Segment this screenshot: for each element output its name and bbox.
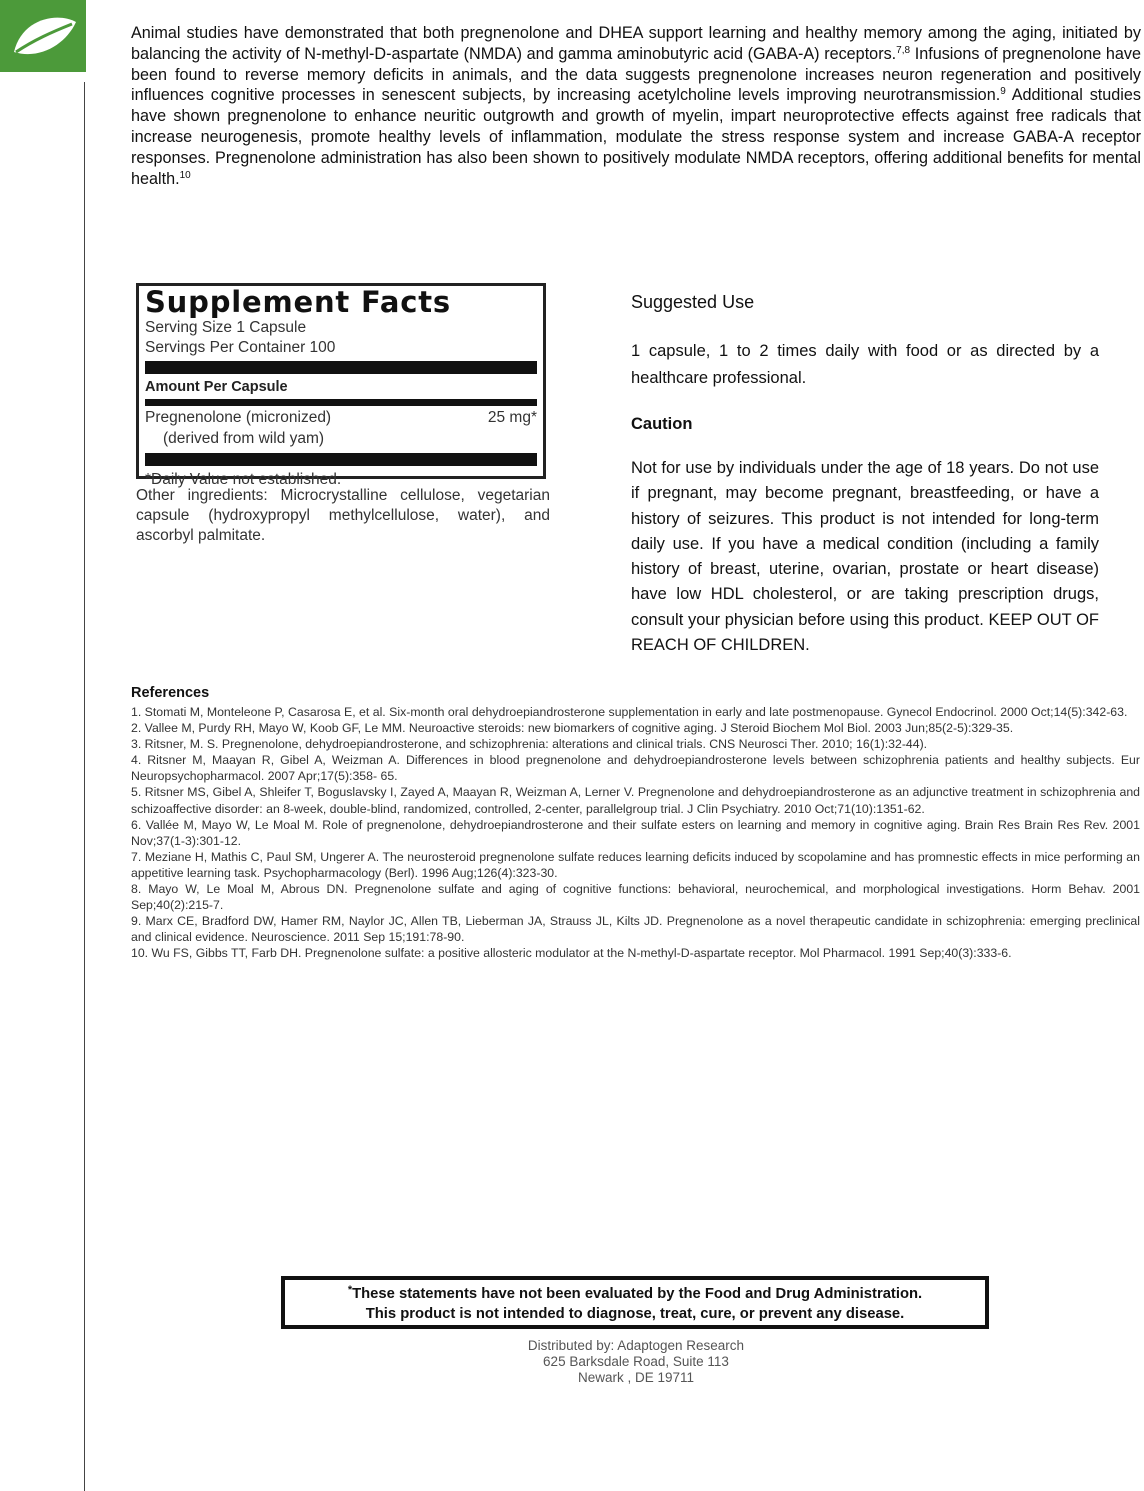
- daily-value-footnote: *Daily Value not established.: [145, 471, 342, 488]
- disclaimer-line-2: This product is not intended to diagnose, treat, cure, or prevent any disease.: [365, 1306, 905, 1322]
- suggested-use-heading: Suggested Use: [631, 292, 755, 312]
- reference-item: 3. Ritsner, M. S. Pregnenolone, dehydroepiandrosterone, and schizophrenia: alterations and clinical trials. CNS Neurosci Ther. 2010; 16(1):32-44).: [131, 737, 928, 752]
- reference-item: 6. Vallée M, Mayo W, Le Moal M. Role of pregnenolone, dehydroepiandrosterone and their sulfate esters on learning and memory in cognitive aging. Brain Res Brain Res Rev. 2001 Nov;37(1-3):301-12.: [131, 817, 1140, 848]
- reference-item: 4. Ritsner M, Maayan R, Gibel A, Weizman A. Differences in blood pregnenolone and dehydroepiandrosterone levels between schizophrenia patients and healthy subjects. Eur Neuropsychopharmacol. 2007 Apr;17(5):358- 65.: [131, 753, 1140, 784]
- caution-text: Not for use by individuals under the age of 18 years. Do not use if pregnant, may become pregnant, breastfeeding, or have a history of seizures. This product is not intended for long-term daily use. If you have a medical condition (including a family history of breast, uterine, ovarian, prostate or heart disease) have low HDL cholesterol, or are taking prescription drugs, consult your physician before using this product. KEEP OUT OF REACH OF CHILDREN.: [631, 459, 1099, 655]
- servings-per-container: Servings Per Container 100: [145, 339, 336, 356]
- facts-divider-thick-bottom: [145, 453, 537, 466]
- caution-heading: Caution: [631, 415, 693, 433]
- citation-10: 10: [179, 169, 191, 181]
- reference-item: 10. Wu FS, Gibbs TT, Farb DH. Pregnenolone sulfate: a positive allosteric modulator at the N-methyl-D-aspartate receptor. Mol Pharmacol. 1991 Sep;40(3):333-6.: [131, 946, 1012, 961]
- reference-item: 8. Mayo W, Le Moal M, Abrous DN. Pregnenolone sulfate and aging of cognitive functions: behavioral, neurochemical, and morphological investigations. Horm Behav. 2001 Sep;40(2):215-7.: [131, 882, 1140, 913]
- reference-item: 2. Vallee M, Purdy RH, Mayo W, Koob GF, Le MM. Neuroactive steroids: new biomarkers of cognitive aging. J Steroid Biochem Mol Biol. 2003 Jun;85(2-5):329-35.: [131, 721, 1014, 736]
- ingredient-name: Pregnenolone (micronized): [145, 409, 332, 426]
- reference-item: 9. Marx CE, Bradford DW, Hamer RM, Naylor JC, Allen TB, Lieberman JA, Strauss JL, Kilts JD. Pregnenolone as a novel therapeutic candidate in schizophrenia: emerging preclinical and clinical evidence. Neuroscience. 2011 Sep 15;191:78-90.: [131, 914, 1140, 945]
- reference-item: 7. Meziane H, Mathis C, Paul SM, Ungerer A. The neurosteroid pregnenolone sulfate reduces learning deficits induced by scopolamine and has promnestic effects in mice performing an appetitive learning task. Psychopharmacology (Berl). 1996 Aug;126(4):323-30.: [131, 849, 1140, 880]
- references-heading: References: [131, 685, 210, 701]
- ingredient-row: [145, 408, 537, 428]
- suggested-use-text: 1 capsule, 1 to 2 times daily with food or as directed by a healthcare professional.: [631, 342, 1099, 387]
- facts-divider-thick: [145, 361, 537, 374]
- ingredient-amount: 25 mg*: [487, 409, 537, 426]
- brand-logo: [0, 0, 86, 72]
- citation-7-8: 7,8: [896, 44, 911, 56]
- citation-9: 9: [1000, 86, 1006, 98]
- disclaimer-line-1: *These statements have not been evaluated by the Food and Drug Administration.: [347, 1284, 923, 1302]
- supplement-facts-panel: [136, 283, 546, 488]
- distributor-address: [481, 1338, 791, 1386]
- distributor-name: Distributed by: Adaptogen Research: [527, 1338, 745, 1353]
- fda-disclaimer-box: [281, 1276, 989, 1329]
- margin-rule: [84, 82, 85, 1491]
- reference-item: 1. Stomati M, Monteleone P, Casarosa E, et al. Six-month oral dehydroepiandrosterone supplementation in early and late postmenopause. Gynecol Endocrinol. 2000 Oct;14(5):342-63.: [131, 705, 1128, 719]
- leaf-icon: [0, 0, 86, 72]
- amount-per-capsule: Amount Per Capsule: [145, 379, 288, 395]
- supplement-facts-title: Supplement Facts: [145, 285, 451, 319]
- other-ingredients: Other ingredients: Microcrystalline cellulose, vegetarian capsule (hydroxypropyl methylcellulose, water), and ascorbyl palmitate.: [136, 487, 550, 544]
- intro-paragraph: Animal studies have demonstrated that both pregnenolone and DHEA support learning and healthy memory among the aging, initiated by balancing the activity of N-methyl-D-aspartate (NMDA) and gamma aminobutyric acid (GABA-A) receptors.$^{7,8}$ Infusions of pregnenolone have been found to reverse memory deficits in animals, and the data suggests pregnenolone increases neuron regeneration and positively influences cognitive processes in senescent subjects, by increasing acetylcholine levels improving neurotransmission.$^9$ Additional studies have shown pregnenolone to enhance neuritic outgrowth and growth of myelin, impart neuroprotective effects against free radicals that increase neurogenesis, promote healthy levels of inflammation, modulate the stress response system and increase GABA-A receptor responses. Pregnenolone administration has also been shown to positively modulate NMDA receptors, offering additional benefits for mental health.$^{10}$: [131, 24, 1142, 188]
- disclaimer-asterisk: *: [347, 1284, 353, 1296]
- ingredient-source: (derived from wild yam): [163, 430, 325, 447]
- facts-divider: [145, 399, 537, 406]
- distributor-street: 625 Barksdale Road, Suite 113: [543, 1354, 729, 1369]
- reference-item: 5. Ritsner MS, Gibel A, Shleifer T, Boguslavsky I, Zayed A, Maayan R, Weizman A, Lerner V. Pregnenolone and dehydroepiandrosterone as an adjunctive treatment in schizophrenia and schizoaffective disorder: an 8-week, double-blind, randomized, controlled, 2-center, parallelgroup trial. J Clin Psychiatry. 2010 Oct;71(10):1351-62.: [131, 785, 1140, 816]
- references-list: [131, 704, 1140, 962]
- serving-size: Serving Size 1 Capsule: [145, 319, 307, 336]
- distributor-city: Newark , DE 19711: [577, 1370, 695, 1385]
